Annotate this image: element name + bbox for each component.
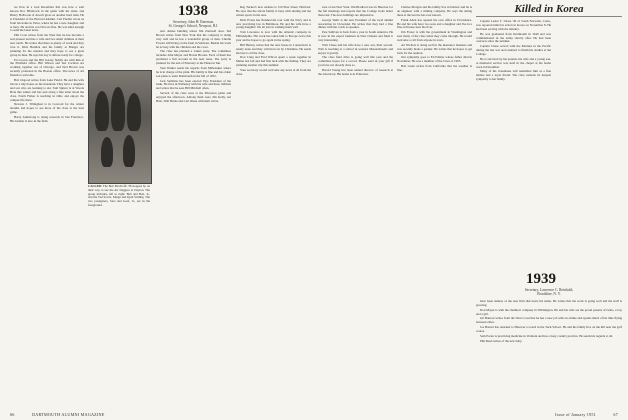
paragraph: Jim Foster is with the government in Washington and sees many of the class when they come through. He would welcome a call from anyone in town. — [397, 30, 472, 43]
paragraph: Dick Evans has finished his tour with the Navy and is now practicing law in Baltimore. He and his wife have a young daughter. We all join in wishing them well. — [236, 17, 311, 30]
paragraph: He was graduated from Dartmouth in 1949 and was commissioned in the Army shortly after. He had been overseas since the summer. — [476, 31, 551, 44]
paragraph: Bob Osgood writes from Lake Placid. He and his wife live in a tiny house on the mountain. They have a daughter and son who are learning to ski. Tom Spitzer is at Woods Hole this winter and has sent along a fine letter about the class. Norm Fisher is teaching in Ohio and enjoys the campus life there. — [10, 77, 84, 102]
paragraph: Frank Allen has opened his own office in Providence. He and his wife have two sons and a daughter and live in a fine old house near the river. — [397, 17, 472, 30]
paragraph: Bill Hartley writes that the new house in Connecticut is nearly done and they will move in by Christmas. He sends his best to all the class. — [236, 42, 311, 55]
paragraph: The class fund drive is going well this year and the committee hopes for a record. Please send in your gift if you have not already done so. — [318, 55, 393, 68]
class-secretary-1939: Secretary, Lawrence C. Reinhold, Brookline, N. Y. — [524, 288, 574, 297]
class-photo — [88, 70, 152, 184]
paragraph: He is survived by his parents, his wife and a young son. A memorial service was held in the chapel at his home town in December. — [476, 56, 551, 69]
paragraph: Jack Stebbins has been elected Vice President of the bank. He lives in Wellesley with his wife and three children and writes that he sees Bill Mitchell often. — [156, 78, 231, 91]
paragraph: Joe Barrett has returned to Hanover to teach in the Tuck School. He and his family live on the hill near the golf course. — [476, 325, 622, 334]
paragraph: Several of the class were at the Princeton game and enjoyed the afternoon. Among them were Jim Kelly, Art Hale, Walt Burns and Carl Olsen with their wives. — [156, 91, 231, 103]
paragraph: Phil Reed writes of the new baby. — [480, 338, 523, 343]
paragraph: new deluxe building where Jim Zantwell does. Ted Brown writes from New York that his company is doing very well and he has a wonderful group of men. Charlie Fowler still living on the farm in Vermont. Beside his work he is busy with the children and the cows. — [156, 30, 231, 49]
paragraph: Ed Cowen and the Bill Garrey family are with him at the Pittsfield office. Bill Wilson and Ted Cochran are working together out of Chicago, and Ned Brown was recently promoted in the Boston office. The news of old friends is welcome. — [10, 57, 84, 78]
paragraph: Your secretary would welcome any news at all from the class. — [236, 68, 311, 76]
paragraph: The class has planned a winter party. The committee includes John Meyer and Howie Brooks. Each of them has promised a full account in the next issue. The party is planned for the end of February at the Hanover Inn. — [156, 49, 231, 66]
class-year-heading: 1938 — [178, 3, 208, 19]
paragraph: Gil Hanson writes from the West Coast that he has a new job with an airline and spends much of his time flying between cities. — [476, 316, 622, 325]
paragraph: George Wells is the new President of the local alumni association in Cleveland. He writes that they had a fine dinner with the coach as speaker. — [318, 17, 393, 30]
killed-in-korea-heading: Killed in Korea — [514, 3, 584, 15]
heading-rule — [476, 16, 622, 17]
paragraph: Pete Sullivan is back from a year in South America. He is now in the export business in New Orleans and finds it very interesting. — [318, 30, 393, 43]
paragraph: Newton J. Tillinghast is in Concord for the winter months and hopes to see more of the class at the next game. — [10, 102, 84, 115]
paragraph: Stan Walker sends his regards from Milwaukee where he is in charge of the plant. His family is fine and his oldest son plans to enter Dartmouth in the fall of 1952. — [156, 65, 231, 78]
paragraph: Walt Chase and his wife have a new son, their second. Walt is teaching at a school in western Massachusetts and enjoys it greatly. — [318, 42, 393, 55]
text-column-2 — [156, 30, 231, 406]
paragraph: Many of his classmates will remember him as a fine athlete and a loyal friend. The class extends its deepest sympathy to his family. — [476, 69, 551, 82]
paragraph: Captain Chase served with the Marines in the Pacific during the last war and returned to finish his studies at the College. — [476, 44, 551, 57]
paragraph: sure of ten New York. Jim Bradford was in Hanover for the fall meetings and reports that the College looks better than ever. The new buildings are impressive. — [318, 6, 393, 17]
paragraph: Our sympathy goes to Ed Palmer whose father died in November. He was a member of the Class of 1905. — [397, 55, 472, 64]
text-column-3 — [236, 6, 311, 406]
paragraph: Art Nichols is doing well in the insurance business and was recently made a partner. He writes that he hopes to get back for the reunion. — [397, 42, 472, 55]
photo-caption: CALLED: The Bob Barchoffs '38 stopped by on their way to see the Air Daggers at Dayton. The group includes, left to right: Bob and Bob, Jr., and the Tad Scotts, Marge and Kjell Stirling. The two youngsters, Sara and Geof, Jr., are in the foreground. — [88, 184, 151, 207]
class-year-heading-1939: 1939 — [526, 271, 556, 287]
text-column-1 — [10, 6, 84, 406]
paragraph: Captain Lester T. Chase '49 of South Norwalk, Conn., was reported killed in action in Korea on November 8. He had been serving with the infantry. — [476, 20, 551, 31]
page-footer-left: 66 DARTMOUTH ALUMNI MAGAZINE — [10, 412, 105, 417]
paragraph: Charles Morgan and his family live in Denver and he is an engineer with a mining company. He says the skiing there is the best he has ever known. — [397, 6, 472, 17]
text-column-4 — [318, 6, 393, 406]
class-secretary: Secretary, John H. Emerson, St. George's School, Newport, R.I. — [168, 20, 219, 29]
paragraph: we flew in a load December this was how a well known Doc Hitchcock in the game with his sister, and Henry Holbrook of Atwell gives us another hard item. He is President of the Harvard Alumni. Carl Fiedler wrote us from his home in Tulsa, where he has a new daughter and is busy. He and his son Ned are fine. He was kind enough to send the latest news. — [10, 6, 84, 33]
paragraph: Harold Young has been named director of research at the laboratory. His home is in Princeton. — [318, 68, 393, 76]
paragraph: Tom Lawrence is now with the Atlantic company in Philadelphia. His work has taken him to Europe twice this year and he hopes to go again in the spring. — [236, 30, 311, 43]
paragraph: Reg Tucker's new address is 310 Pine Street, Hartford. He says that the whole family is busy with skating and the winter sports in the area. — [236, 6, 311, 17]
text-column-7 — [476, 300, 622, 406]
paragraph: Don Mayer is with the chemical company in Wilmington. He and his wife are the proud parents of twins, a boy and a girl. — [476, 307, 622, 316]
paragraph: have been named, of the new firm that bears his name. He writes that the work is going well and the staff is growing. — [476, 300, 622, 307]
paragraph: Sam Porter is practicing medicine in Vermont and has a busy country practice. He sends his regards to all. — [480, 333, 614, 338]
text-column-6 — [476, 20, 551, 200]
paragraph: Don Craig and Fred Wilcox spent a week together in Maine last fall and had fine luck with the fishing. They are planning another trip this summer. — [236, 55, 311, 68]
paragraph: Bob Grant writes from California that the weather is fine. — [397, 64, 472, 73]
paragraph: Harry Armstrong is doing research in San Francisco. His brother is also in the field. — [10, 114, 84, 123]
paragraph: Phil Coon writes from the West that he has become a real pioneer and has a wife and two small children at their new ranch. He writes that there is plenty of work and they love it. Dick Burdick and his family at Bangor are planning for the reunion and they hope to see a great group in June. He says his boy is almost ready for college. — [10, 33, 84, 57]
text-column-5 — [397, 6, 472, 406]
page-footer-right: Issue of January 1951 67 — [555, 412, 618, 417]
